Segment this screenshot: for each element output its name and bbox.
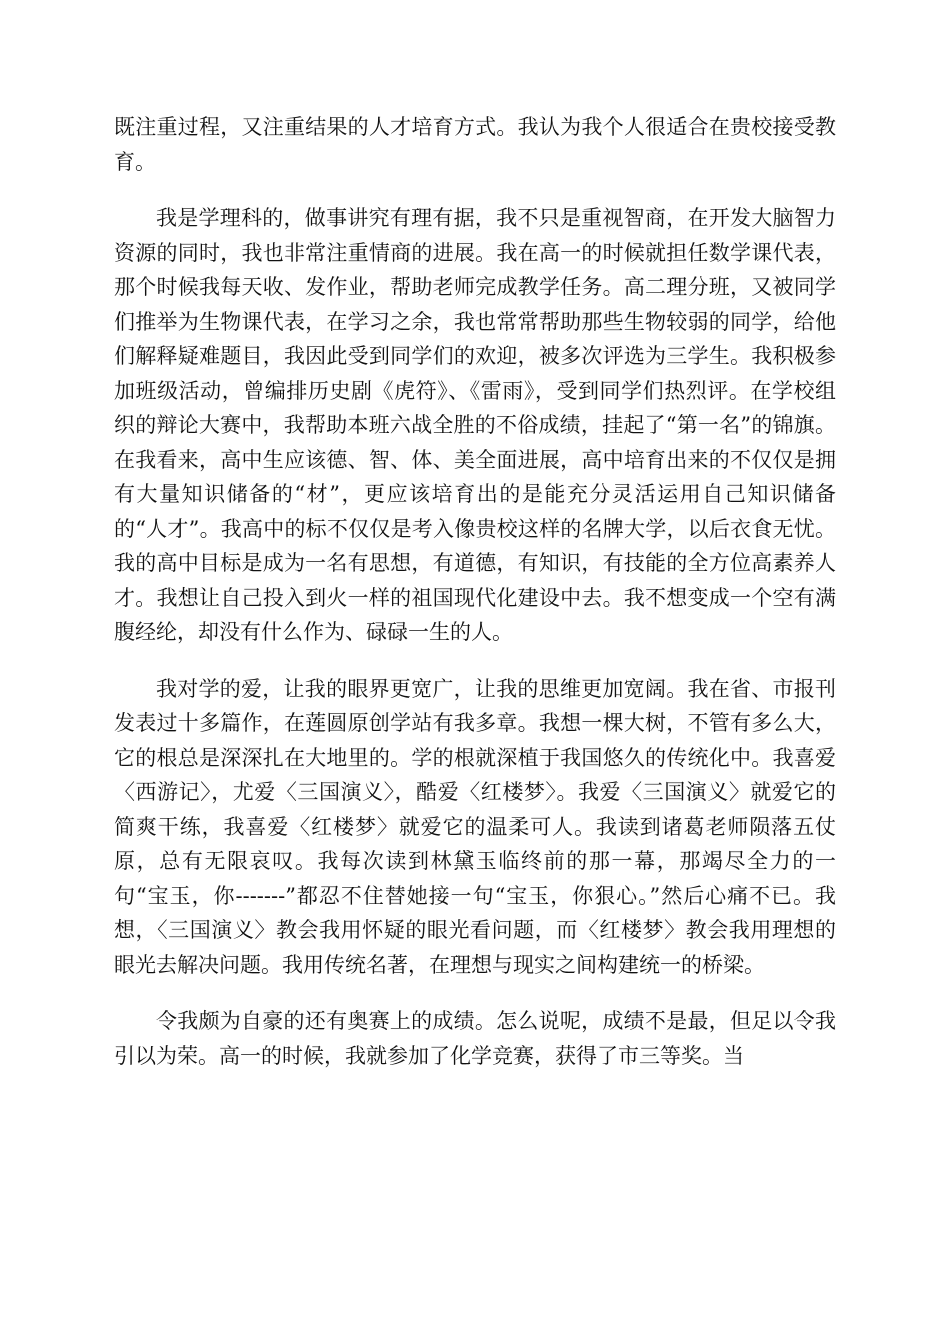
paragraph-4: 令我颇为自豪的还有奥赛上的成绩。怎么说呢，成绩不是最，但足以令我引以为荣。高一的时候，我就参加了化学竞赛，获得了市三等奖。当	[114, 1009, 836, 1068]
paragraph-2: 我是学理科的，做事讲究有理有据，我不只是重视智商，在开发大脑智力资源的同时，我也非常注重情商的进展。我在高一的时候就担任数学课代表，那个时候我每天收、发作业，帮助老师完成教学任务。高二理分班，又被同学们推举为生物课代表，在学习之余，我也常常帮助那些生物较弱的同学，给他们解释疑难题目，我因此受到同学们的欢迎，被多次评选为三学生。我积极参加班级活动，曾编排历史剧《虎符》、《雷雨》，受到同学们热烈评。在学校组织的辩论大赛中，我帮助本班六战全胜的不俗成绩，挂起了“第一名”的锦旗。在我看来，高中生应该德、智、体、美全面进展，高中培育出来的不仅仅是拥有大量知识储备的“材”，更应该培育出的是能充分灵活运用自己知识储备的“人才”。我高中的标不仅仅是考入像贵校这样的名牌大学，以后衣食无忧。我的高中目标是成为一名有思想，有道德，有知识，有技能的全方位高素养人才。我想让自己投入到火一样的祖国现代化建设中去。我不想变成一个空有满腹经纶，却没有什么作为、碌碌一生的人。	[114, 206, 836, 644]
paragraph-1: 既注重过程，又注重结果的人才培育方式。我认为我个人很适合在贵校接受教育。	[114, 115, 836, 174]
document-body	[114, 110, 836, 1073]
paragraph-3: 我对学的爱，让我的眼界更宽广，让我的思维更加宽阔。我在省、市报刊发表过十多篇作，在莲圆原创学站有我多章。我想一棵大树，不管有多么大，它的根总是深深扎在大地里的。学的根就深植于我国悠久的传统化中。我喜爱〈西游记〉，尤爱〈三国演义〉，酷爱〈红楼梦〉。我爱〈三国演义〉就爱它的简爽干练，我喜爱〈红楼梦〉就爱它的温柔可人。我读到诸葛老师陨落五仗原，总有无限哀叹。我每次读到林黛玉临终前的那一幕，那竭尽全力的一句“宝玉，你-------”都忍不住替她接一句“宝玉，你狠心。”然后心痛不已。我想，〈三国演义〉教会我用怀疑的眼光看问题，而〈红楼梦〉教会我用理想的眼光去解决问题。我用传统名著，在理想与现实之间构建统一的桥梁。	[114, 676, 836, 977]
